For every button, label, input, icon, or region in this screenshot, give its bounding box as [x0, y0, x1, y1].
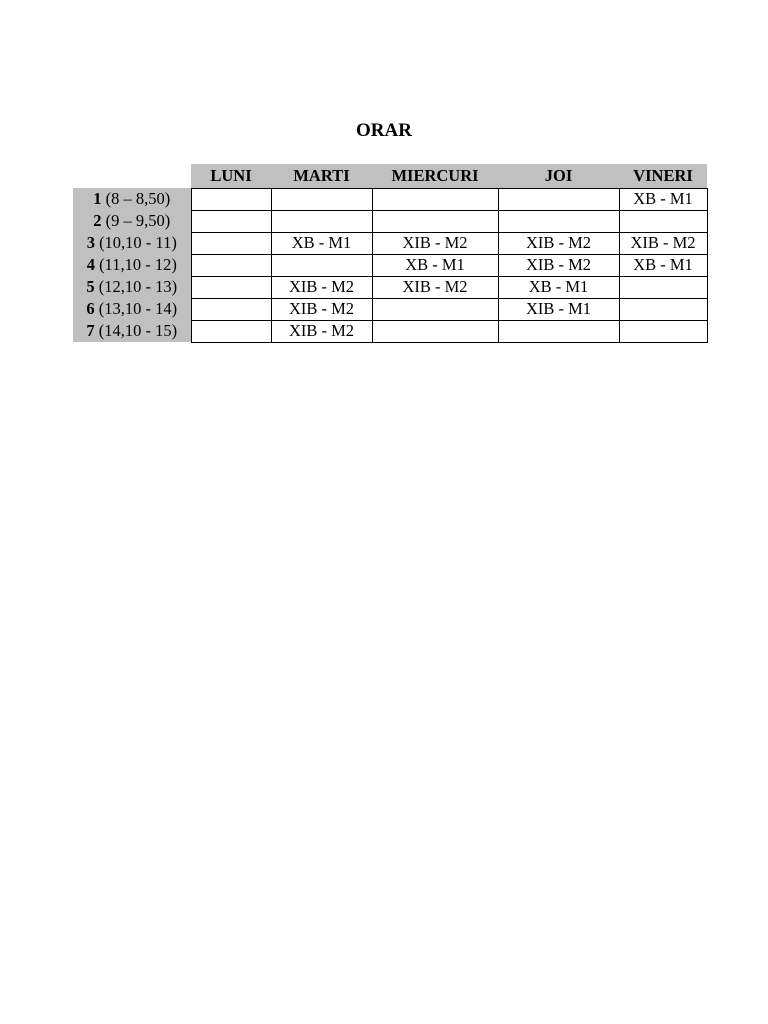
timetable-header-row [73, 164, 707, 188]
schedule-cell [191, 254, 271, 276]
period-number: 7 [86, 321, 95, 340]
period-row-7 [73, 320, 707, 342]
schedule-cell [191, 210, 271, 232]
schedule-cell [619, 210, 707, 232]
schedule-cell [191, 320, 271, 342]
period-number: 2 [93, 211, 102, 230]
period-row-3 [73, 232, 707, 254]
period-row-5 [73, 276, 707, 298]
schedule-cell: XIB - M2 [619, 232, 707, 254]
page-title: ORAR [356, 120, 412, 141]
period-time: (8 – 8,50) [101, 189, 171, 208]
day-header-vineri: VINERI [619, 164, 707, 188]
schedule-cell [372, 210, 498, 232]
day-header-miercuri: MIERCURI [372, 164, 498, 188]
period-label [73, 210, 191, 232]
period-row-4 [73, 254, 707, 276]
period-time: (9 – 9,50) [101, 211, 171, 230]
period-label [73, 188, 191, 210]
period-time: (14,10 - 15) [94, 321, 178, 340]
schedule-cell [372, 298, 498, 320]
schedule-cell: XIB - M2 [271, 276, 372, 298]
period-label [73, 232, 191, 254]
schedule-cell: XB - M1 [619, 188, 707, 210]
schedule-cell [191, 188, 271, 210]
period-number: 6 [86, 299, 95, 318]
schedule-cell [191, 298, 271, 320]
schedule-cell [619, 298, 707, 320]
period-number: 1 [93, 189, 102, 208]
schedule-cell [498, 210, 619, 232]
schedule-cell [372, 188, 498, 210]
period-time: (13,10 - 14) [94, 299, 178, 318]
schedule-cell: XIB - M2 [271, 298, 372, 320]
schedule-cell: XIB - M2 [372, 232, 498, 254]
schedule-cell: XIB - M2 [498, 232, 619, 254]
schedule-cell [619, 320, 707, 342]
period-number: 4 [86, 255, 95, 274]
period-label [73, 298, 191, 320]
schedule-cell: XB - M1 [372, 254, 498, 276]
schedule-cell: XIB - M2 [372, 276, 498, 298]
schedule-cell [619, 276, 707, 298]
period-time: (10,10 - 11) [94, 233, 177, 252]
schedule-cell: XIB - M1 [498, 298, 619, 320]
period-label [73, 320, 191, 342]
period-time: (12,10 - 13) [94, 277, 178, 296]
schedule-cell [191, 232, 271, 254]
schedule-cell: XIB - M2 [498, 254, 619, 276]
day-header-joi: JOI [498, 164, 619, 188]
schedule-cell [498, 320, 619, 342]
period-time: (11,10 - 12) [94, 255, 177, 274]
schedule-cell [271, 210, 372, 232]
schedule-cell: XB - M1 [619, 254, 707, 276]
period-label [73, 254, 191, 276]
day-header-marti: MARTI [271, 164, 372, 188]
period-number: 3 [86, 233, 95, 252]
period-row-6 [73, 298, 707, 320]
schedule-cell [271, 188, 372, 210]
period-row-2 [73, 210, 707, 232]
period-row-1 [73, 188, 707, 210]
timetable [73, 164, 708, 343]
schedule-cell: XB - M1 [498, 276, 619, 298]
schedule-cell [372, 320, 498, 342]
schedule-cell: XB - M1 [271, 232, 372, 254]
day-header-luni: LUNI [191, 164, 271, 188]
period-label [73, 276, 191, 298]
timetable-corner-cell [73, 164, 191, 188]
schedule-cell: XIB - M2 [271, 320, 372, 342]
schedule-cell [191, 276, 271, 298]
schedule-cell [271, 254, 372, 276]
period-number: 5 [86, 277, 95, 296]
schedule-cell [498, 188, 619, 210]
